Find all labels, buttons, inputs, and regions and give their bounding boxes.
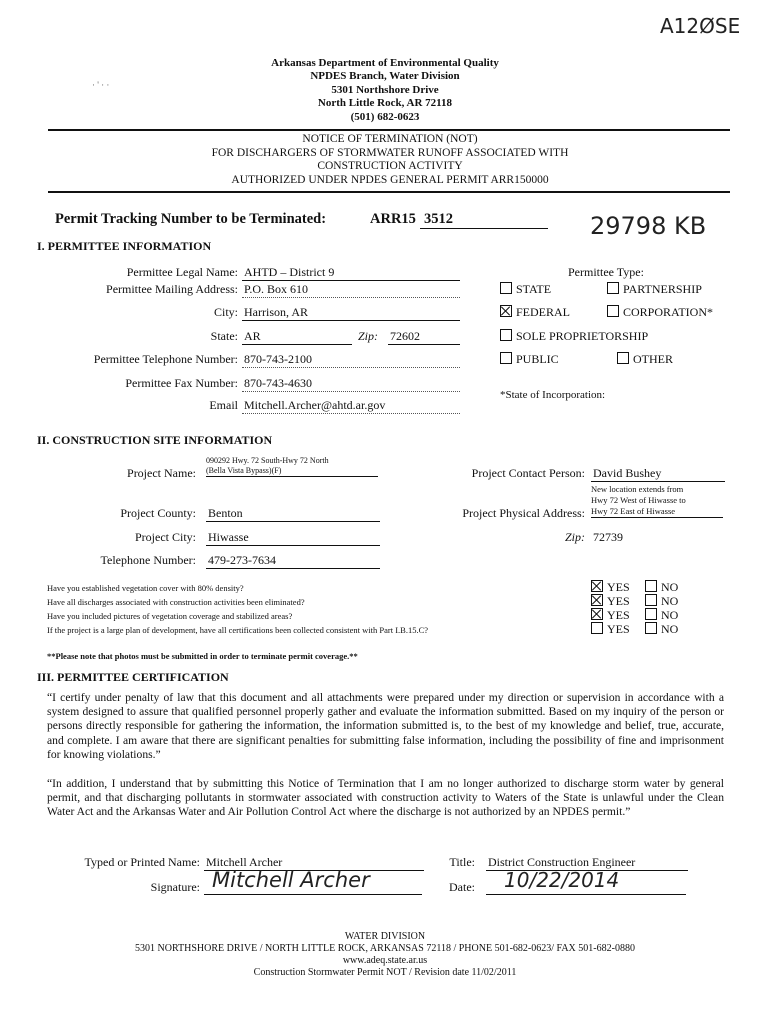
checkbox-icon (607, 305, 619, 317)
project-zip-label: Zip: (564, 530, 585, 544)
signature: Mitchell Archer (212, 868, 370, 892)
title-line-1: NOTICE OF TERMINATION (NOT) (302, 133, 478, 145)
project-city-label: Project City: (135, 530, 196, 544)
date-field[interactable] (486, 868, 686, 895)
checkbox-icon (617, 352, 629, 364)
footer (40, 931, 730, 979)
physical-address-line-1: New location extends from (591, 484, 684, 494)
title-label: Title: (449, 855, 475, 869)
title-line-3: CONSTRUCTION ACTIVITY (317, 160, 463, 173)
agency-header (180, 57, 590, 124)
date-label: Date: (449, 880, 475, 894)
agency-name: Arkansas Department of Environmental Quality (271, 57, 499, 69)
q1-no-option[interactable]: NO (645, 580, 678, 595)
contact-person-label: Project Contact Person: (471, 466, 585, 480)
q4-yes-option[interactable]: YES (591, 622, 630, 637)
type-federal-option[interactable]: FEDERAL (500, 305, 570, 320)
project-county-label: Project County: (120, 506, 196, 520)
photo-note: **Please note that photos must be submitted in order to terminate permit coverage.** (47, 651, 358, 661)
signature-label: Signature: (150, 880, 200, 894)
handwritten-annotation: A12ØSE (660, 14, 741, 38)
type-public-option[interactable]: PUBLIC (500, 352, 559, 367)
legal-name-field[interactable]: AHTD – District 9 (242, 265, 460, 281)
project-city-field[interactable]: Hiwasse (206, 530, 380, 546)
q2-yes-option[interactable]: YES (591, 594, 630, 609)
signature-field[interactable] (204, 868, 422, 895)
mailing-address-label: Permittee Mailing Address: (106, 282, 238, 296)
type-state-option[interactable]: STATE (500, 282, 551, 297)
certification-paragraph-2: “In addition, I understand that by submitting this Notice of Termination that I am no longer authorized to discharge storm water by general permit, and that discharging pollutants in stormwater associated with construction activity to Waters of the State is unlawful under the Clean Water Act and the Arkansas Water and Air Pollution Control Act where the discharge is not authorized by an NPDES permit.” (47, 777, 724, 819)
speck-mark: · ' · · (92, 80, 110, 90)
handwritten-number: 29798 KB (590, 212, 707, 240)
checked-checkbox-icon (591, 608, 603, 620)
project-name-line-2: (Bella Vista Bypass)(F) (206, 466, 282, 475)
q1-yes-option[interactable]: YES (591, 580, 630, 595)
agency-address-1: 5301 Northshore Drive (331, 83, 439, 96)
state-label: State: (210, 329, 238, 343)
footer-revision: Construction Stormwater Permit NOT / Revision date 11/02/2011 (253, 967, 517, 978)
physical-address-line-3: Hwy 72 East of Hiwasse (591, 506, 676, 516)
physical-address-label: Project Physical Address: (462, 506, 585, 520)
project-name-line-1: 090292 Hwy. 72 South-Hwy 72 North (206, 456, 329, 465)
section-2-heading: II. CONSTRUCTION SITE INFORMATION (37, 433, 273, 447)
notice-title (100, 133, 680, 187)
telephone-label: Permittee Telephone Number: (93, 352, 238, 366)
footer-address: 5301 NORTHSHORE DRIVE / NORTH LITTLE ROCK, ARKANSAS 72118 / PHONE 501-682-0623/ FAX 501-682-0880 (135, 943, 635, 954)
state-field[interactable]: AR (242, 329, 352, 345)
checkbox-icon (645, 594, 657, 606)
checkbox-icon (645, 580, 657, 592)
typed-name-field[interactable]: Mitchell Archer (204, 855, 424, 871)
mailing-address-field[interactable]: P.O. Box 610 (242, 282, 460, 298)
q4-no-option[interactable]: NO (645, 622, 678, 637)
q2-no-option[interactable]: NO (645, 594, 678, 609)
zip-field[interactable]: 72602 (388, 329, 460, 345)
project-name-field[interactable] (206, 456, 378, 477)
footer-website: www.adeq.state.ar.us (342, 955, 428, 966)
q3-no-option[interactable]: NO (645, 608, 678, 623)
agency-phone: (501) 682-0623 (350, 110, 420, 123)
signed-date: 10/22/2014 (504, 868, 620, 892)
project-county-field[interactable]: Benton (206, 506, 380, 522)
agency-branch: NPDES Branch, Water Division (310, 70, 460, 83)
checked-checkbox-icon (500, 305, 512, 317)
type-corporation-option[interactable]: CORPORATION* (607, 305, 713, 320)
title-line-2: FOR DISCHARGERS OF STORMWATER RUNOFF ASSOCIATED WITH (211, 146, 569, 159)
project-telephone-label: Telephone Number: (100, 553, 196, 567)
question-2: Have all discharges associated with construction activities been eliminated? (47, 597, 305, 607)
physical-address-field[interactable] (591, 484, 723, 518)
city-label: City: (213, 305, 238, 319)
type-partnership-option[interactable]: PARTNERSHIP (607, 282, 702, 297)
footer-division: WATER DIVISION (344, 931, 426, 942)
question-1: Have you established vegetation cover with 80% density? (47, 583, 244, 593)
contact-person-field[interactable]: David Bushey (591, 466, 725, 482)
agency-address-2: North Little Rock, AR 72118 (317, 97, 453, 110)
type-other-option[interactable]: OTHER (617, 352, 673, 367)
checkbox-icon (500, 282, 512, 294)
question-4: If the project is a large plan of development, have all certifications been collected consistent with Part I.B.15.C? (47, 625, 429, 635)
tracking-number-field[interactable] (420, 211, 548, 229)
header-rule-bottom (48, 191, 730, 193)
physical-address-line-2: Hwy 72 West of Hiwasse to (591, 495, 686, 505)
tracking-label: Permit Tracking Number to be Terminated: (55, 211, 327, 227)
section-3-heading: III. PERMITTEE CERTIFICATION (37, 670, 229, 684)
checked-checkbox-icon (591, 580, 603, 592)
certification-paragraph-1: “I certify under penalty of law that this document and all attachments were prepared under my direction or supervision in accordance with a system designed to assure that qualified personnel properly gather and evaluate the information submitted. Based on my inquiry of the person or persons directly responsible for gathering the information, the information submitted is, to the best of my knowledge and belief, true, accurate, and complete. I am aware that there are significant penalties for submitting false information, including the possibility of fine and imprisonment for knowing violations.” (47, 691, 724, 761)
telephone-field[interactable]: 870-743-2100 (242, 352, 460, 368)
city-field[interactable]: Harrison, AR (242, 305, 460, 321)
section-1-heading: I. PERMITTEE INFORMATION (37, 239, 212, 253)
fax-label: Permittee Fax Number: (125, 376, 238, 390)
question-3: Have you included pictures of vegetation coverage and stabilized areas? (47, 611, 293, 621)
typed-name-label: Typed or Printed Name: (84, 855, 200, 869)
checkbox-icon (500, 329, 512, 341)
checkbox-icon (607, 282, 619, 294)
title-field[interactable]: District Construction Engineer (486, 855, 688, 871)
checkbox-icon (645, 608, 657, 620)
q3-yes-option[interactable]: YES (591, 608, 630, 623)
checkbox-icon (500, 352, 512, 364)
header-rule-top (48, 129, 730, 131)
zip-label: Zip: (358, 329, 379, 343)
checkbox-icon (591, 622, 603, 634)
permittee-type-label: Permittee Type: (568, 265, 644, 279)
project-telephone-field[interactable]: 479-273-7634 (206, 553, 380, 569)
state-of-incorporation-label: *State of Incorporation: (500, 389, 606, 401)
tracking-number: 3512 (424, 211, 453, 227)
legal-name-label: Permittee Legal Name: (126, 265, 238, 279)
fax-field[interactable]: 870-743-4630 (242, 376, 460, 392)
checked-checkbox-icon (591, 594, 603, 606)
tracking-prefix: ARR15 (370, 211, 416, 227)
email-field[interactable]: Mitchell.Archer@ahtd.ar.gov (242, 398, 460, 414)
project-zip-field[interactable]: 72739 (593, 530, 623, 544)
type-sole-option[interactable]: SOLE PROPRIETORSHIP (500, 329, 648, 344)
title-line-4: AUTHORIZED UNDER NPDES GENERAL PERMIT ARR150000 (231, 173, 549, 186)
email-label: Email (209, 398, 238, 412)
checkbox-icon (645, 622, 657, 634)
project-name-label: Project Name: (127, 466, 196, 480)
